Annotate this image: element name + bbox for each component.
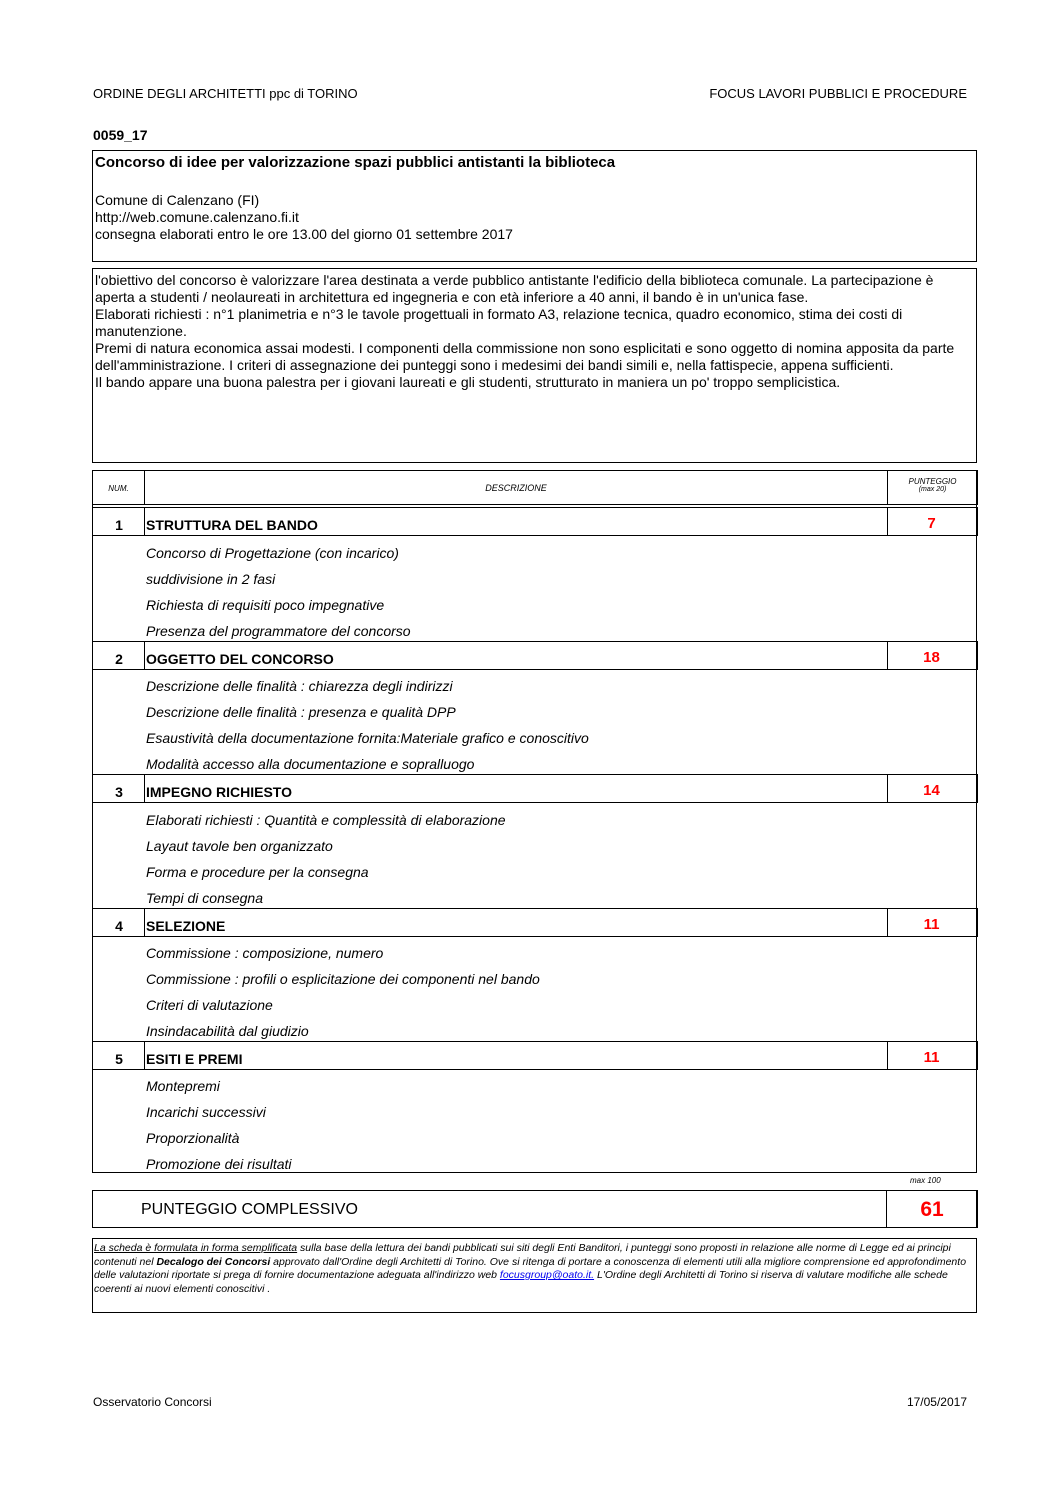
note-decalogue: Decalogo dei Concorsi bbox=[156, 1255, 271, 1268]
note-intro: La scheda è formulata in forma semplificata bbox=[94, 1242, 298, 1254]
criterion-item: Promozione dei risultati bbox=[146, 1156, 292, 1172]
competition-deadline: consegna elaborati entro le ore 13.00 del giorno 01 settembre 2017 bbox=[95, 226, 513, 242]
section-title: ESITI E PREMI bbox=[146, 1051, 243, 1067]
criterion-item: Commissione : composizione, numero bbox=[146, 945, 384, 961]
competition-municipality: Comune di Calenzano (FI) bbox=[95, 192, 260, 208]
competition-title: Concorso di idee per valorizzazione spazi pubblici antistanti la biblioteca bbox=[95, 154, 616, 171]
criterion-item: Incarichi successivi bbox=[146, 1104, 266, 1120]
note-text: sulla base della lettura dei bandi pubblicati sui siti degli Enti Banditori, i punteggi sono proposti in relazione alle norme di Legge ed ai principi contenuti nel bbox=[94, 1242, 951, 1268]
section-score: 18 bbox=[923, 649, 940, 666]
section-title: SELEZIONE bbox=[146, 918, 226, 934]
disclaimer-note bbox=[92, 1238, 977, 1313]
scheda-code: 0059_17 bbox=[93, 127, 148, 143]
section-score: 7 bbox=[927, 515, 936, 532]
section-number: 1 bbox=[115, 517, 123, 533]
total-score-row bbox=[92, 1190, 977, 1228]
footer-date: 17/05/2017 bbox=[906, 1395, 967, 1409]
max-score-label: max 100 bbox=[910, 1176, 941, 1185]
description-paragraph: Il bando appare una buona palestra per i giovani laureati e gli studenti, strutturato in maniera un po' troppo semplicistica. bbox=[95, 374, 841, 390]
criterion-item: Elaborati richiesti : Quantità e complessità di elaborazione bbox=[146, 812, 506, 828]
competition-website: http://web.comune.calenzano.fi.it bbox=[95, 209, 299, 225]
section-score: 11 bbox=[923, 916, 940, 933]
criterion-item: Modalità accesso alla documentazione e sopralluogo bbox=[146, 756, 475, 772]
header-desc-cell bbox=[144, 470, 888, 505]
score-table bbox=[92, 470, 977, 1173]
note-text: approvato dall'Ordine degli Architetti di Torino. Ove si ritenga di portare a conoscenza di elementi utili alla migliore comprensione ed approfondimento delle valutazioni riportate si prega di fornire documentazione adeguata all'indirizzo web bbox=[94, 1255, 967, 1281]
total-score-value: 61 bbox=[886, 1190, 978, 1228]
header-num: NUM. bbox=[108, 484, 129, 493]
section-score: 11 bbox=[923, 1049, 940, 1066]
criterion-item: Concorso di Progettazione (con incarico) bbox=[146, 545, 399, 561]
criterion-item: suddivisione in 2 fasi bbox=[146, 571, 276, 587]
section-number: 3 bbox=[115, 784, 123, 800]
description-paragraph: Elaborati richiesti : n°1 planimetria e n°3 le tavole progettuali in formato A3, relazione tecnica, quadro economico, stima dei costi di manutenzione. bbox=[95, 306, 903, 339]
criterion-item: Descrizione delle finalità : chiarezza degli indirizzi bbox=[146, 678, 453, 694]
header-description: DESCRIZIONE bbox=[485, 483, 547, 493]
criterion-item: Descrizione delle finalità : presenza e qualità DPP bbox=[146, 704, 456, 720]
section-number: 2 bbox=[115, 651, 123, 667]
description-paragraph: l'obiettivo del concorso è valorizzare l'area destinata a verde pubblico antistante l'edificio della biblioteca comunale. La partecipazione è aperta a studenti / neolaureati in architettura ed ingegneria e con età inferiore a 40 anni, il bando è in un'unica fase. bbox=[95, 272, 934, 305]
criterion-item: Forma e procedure per la consegna bbox=[146, 864, 369, 880]
criterion-item: Presenza del programmatore del concorso bbox=[146, 623, 411, 639]
section-number: 4 bbox=[115, 918, 123, 934]
criterion-item: Tempi di consegna bbox=[146, 890, 264, 906]
header-score: PUNTEGGIO bbox=[908, 477, 957, 486]
header-num-cell bbox=[92, 470, 145, 505]
section-number: 5 bbox=[115, 1051, 123, 1067]
email-link[interactable]: focusgroup@oato.it. bbox=[499, 1269, 595, 1281]
header-score-cell bbox=[887, 470, 978, 505]
section-title-cell bbox=[144, 908, 888, 937]
section-score: 14 bbox=[923, 782, 940, 799]
competition-info-box bbox=[92, 150, 977, 262]
criterion-item: Esaustività della documentazione fornita:Materiale grafico e conoscitivo bbox=[146, 730, 589, 746]
header-right: FOCUS LAVORI PUBBLICI E PROCEDURE bbox=[709, 86, 967, 101]
criterion-item: Layaut tavole ben organizzato bbox=[146, 838, 333, 854]
criterion-item: Richiesta di requisiti poco impegnative bbox=[146, 597, 385, 613]
description-box bbox=[92, 268, 977, 463]
section-title: OGGETTO DEL CONCORSO bbox=[146, 651, 334, 667]
section-title: IMPEGNO RICHIESTO bbox=[146, 784, 292, 800]
section-title-cell bbox=[144, 1041, 888, 1070]
description-paragraph: Premi di natura economica assai modesti. I componenti della commissione non sono esplicitati e sono oggetto di nomina apposita da parte dell'amministrazione. I criteri di assegnazione dei punteggi sono i medesimi dei bandi simili e, nella fattispecie, appena sufficienti. bbox=[95, 340, 955, 373]
criterion-item: Insindacabilità dal giudizio bbox=[146, 1023, 309, 1039]
criterion-item: Proporzionalità bbox=[146, 1130, 240, 1146]
section-title: STRUTTURA DEL BANDO bbox=[146, 517, 318, 533]
criterion-item: Criteri di valutazione bbox=[146, 997, 273, 1013]
header-left: ORDINE DEGLI ARCHITETTI ppc di TORINO bbox=[93, 86, 358, 101]
criterion-item: Commissione : profili o esplicitazione dei componenti nel bando bbox=[146, 971, 540, 987]
note-text: L'Ordine degli Architetti di Torino si riserva di valutare modifiche alle schede coerenti ai nuovi elementi conoscitivi . bbox=[94, 1269, 948, 1295]
total-score-label: PUNTEGGIO COMPLESSIVO bbox=[141, 1201, 358, 1218]
header-score-max: (max 20) bbox=[918, 486, 947, 493]
footer-left: Osservatorio Concorsi bbox=[93, 1395, 212, 1409]
criterion-item: Montepremi bbox=[146, 1078, 220, 1094]
